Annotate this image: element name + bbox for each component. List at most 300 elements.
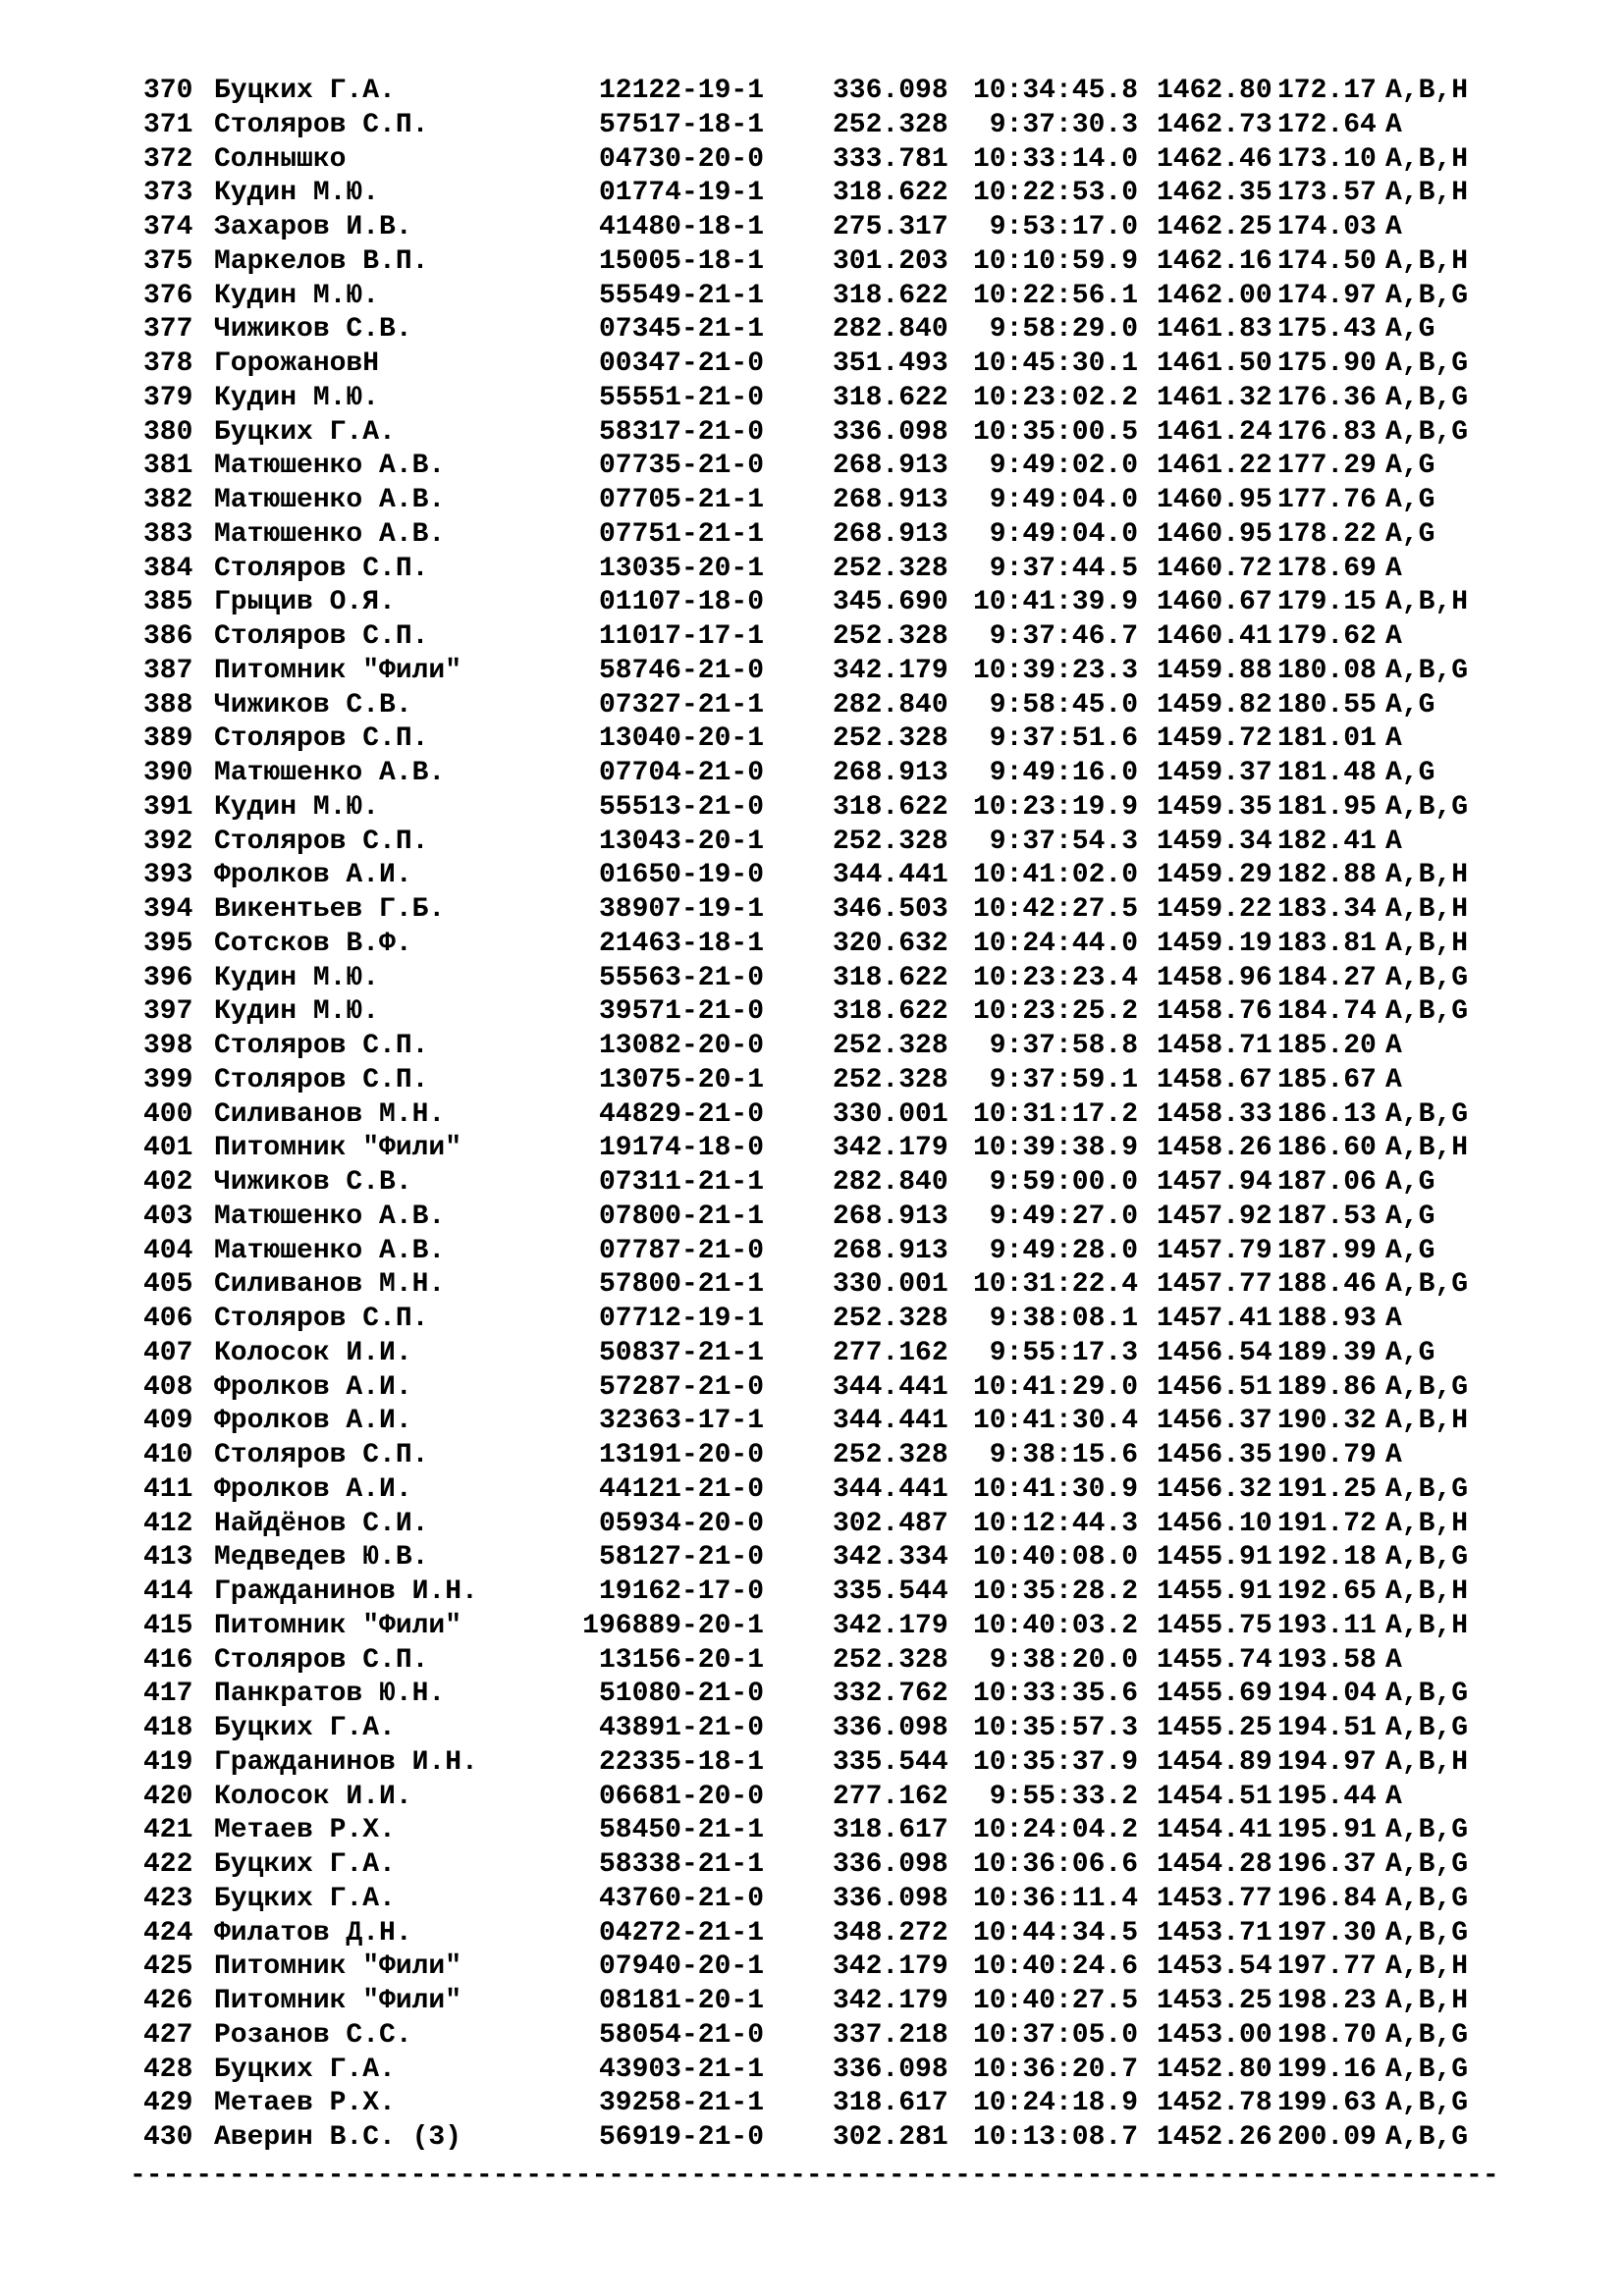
categories: A,B,H [1385,178,1469,209]
categories: A,B,G [1385,655,1469,686]
table-row [143,1712,1538,1746]
categories: A,B,G [1385,1542,1469,1574]
categories: A [1385,1781,1402,1812]
owner-name: Питомник "Фили" [214,1133,462,1164]
distance: 252.328 [833,1440,948,1470]
coefficient: 174.50 [1277,245,1377,277]
ring-number: 38907-19-1 [598,894,764,925]
result-number: 406 [143,1304,193,1334]
owner-name: Захаров И.В. [214,212,412,242]
ring-number: 07735-21-0 [598,451,764,482]
categories: A [1385,826,1402,857]
coefficient: 172.64 [1277,109,1377,140]
coefficient: 187.53 [1277,1201,1377,1232]
arrival-time: 10:45:30.1 [972,348,1138,379]
coefficient: 191.72 [1277,1508,1377,1539]
owner-name: Медведев Ю.В. [214,1542,429,1574]
categories: A [1385,553,1402,584]
arrival-time: 10:34:45.8 [972,76,1138,106]
owner-name: Кудин М.Ю. [214,791,380,823]
arrival-time: 10:37:05.0 [972,2019,1138,2051]
distance: 336.098 [833,416,948,448]
ring-number: 01107-18-0 [598,587,764,618]
result-number: 410 [143,1440,193,1470]
result-number: 384 [143,553,193,584]
distance: 252.328 [833,723,948,755]
categories: A,B,G [1385,2019,1469,2051]
distance: 318.622 [833,791,948,823]
speed: 1459.22 [1157,894,1272,925]
ring-number: 07940-20-1 [598,1951,764,1983]
table-row [143,518,1538,553]
result-number: 413 [143,1542,193,1574]
owner-name: Питомник "Фили" [214,1610,462,1641]
coefficient: 187.06 [1277,1167,1377,1198]
arrival-time: 10:39:23.3 [972,655,1138,686]
distance: 336.098 [833,1849,948,1880]
owner-name: Буцких Г.А. [214,1713,396,1743]
table-row [143,1917,1538,1951]
result-number: 409 [143,1406,193,1437]
table-row [143,1439,1538,1473]
result-number: 373 [143,178,193,209]
table-row [143,722,1538,757]
distance: 330.001 [833,1269,948,1301]
distance: 282.840 [833,689,948,721]
ring-number: 55549-21-1 [598,280,764,311]
arrival-time: 9:37:59.1 [989,1064,1138,1095]
coefficient: 189.39 [1277,1337,1377,1368]
categories: A,B,G [1385,1849,1469,1880]
result-number: 429 [143,2088,193,2119]
distance: 342.179 [833,1986,948,2016]
arrival-time: 10:33:35.6 [972,1679,1138,1710]
coefficient: 172.17 [1277,76,1377,106]
distance: 252.328 [833,1031,948,1061]
speed: 1454.41 [1157,1815,1272,1846]
arrival-time: 10:40:27.5 [972,1986,1138,2016]
arrival-time: 10:36:06.6 [972,1849,1138,1880]
arrival-time: 9:55:17.3 [989,1337,1138,1368]
categories: A,B,G [1385,1269,1469,1301]
coefficient: 200.09 [1277,2122,1377,2153]
owner-name: Филатов Д.Н. [214,1917,412,1949]
distance: 318.622 [833,280,948,311]
owner-name: Столяров С.П. [214,621,429,652]
table-row [143,280,1538,314]
result-number: 403 [143,1201,193,1232]
categories: A [1385,1440,1402,1470]
distance: 268.913 [833,1201,948,1232]
ring-number: 39571-21-0 [598,996,764,1028]
speed: 1456.32 [1157,1473,1272,1505]
speed: 1460.95 [1157,485,1272,515]
ring-number: 07800-21-1 [598,1201,764,1232]
categories: A,B,G [1385,280,1469,311]
speed: 1460.95 [1157,518,1272,550]
categories: A,G [1385,689,1435,721]
result-number: 394 [143,894,193,925]
speed: 1457.77 [1157,1269,1272,1301]
speed: 1462.35 [1157,178,1272,209]
categories: A,B,G [1385,791,1469,823]
result-number: 382 [143,485,193,515]
coefficient: 184.27 [1277,962,1377,993]
coefficient: 177.76 [1277,485,1377,515]
coefficient: 199.16 [1277,2054,1377,2085]
categories: A,B,G [1385,1883,1469,1914]
owner-name: Питомник "Фили" [214,1951,462,1983]
coefficient: 194.51 [1277,1713,1377,1743]
arrival-time: 10:13:08.7 [972,2122,1138,2153]
arrival-time: 9:38:08.1 [989,1304,1138,1334]
distance: 344.441 [833,860,948,891]
table-row [143,1678,1538,1712]
result-number: 404 [143,1235,193,1266]
speed: 1452.80 [1157,2054,1272,2085]
owner-name: Фролков А.И. [214,1371,412,1403]
categories: A,B,H [1385,1133,1469,1164]
ring-number: 43760-21-0 [598,1883,764,1914]
table-row [143,1303,1538,1337]
distance: 318.617 [833,2088,948,2119]
distance: 277.162 [833,1781,948,1812]
table-row [143,791,1538,826]
speed: 1461.83 [1157,314,1272,346]
categories: A,B,H [1385,1746,1469,1778]
categories: A [1385,1304,1402,1334]
ring-number: 07327-21-1 [598,689,764,721]
distance: 252.328 [833,553,948,584]
speed: 1461.50 [1157,348,1272,379]
coefficient: 181.48 [1277,758,1377,788]
table-row [143,1405,1538,1439]
result-number: 385 [143,587,193,618]
categories: A,B,G [1385,1371,1469,1403]
coefficient: 175.90 [1277,348,1377,379]
coefficient: 174.97 [1277,280,1377,311]
speed: 1461.24 [1157,416,1272,448]
ring-number: 07345-21-1 [598,314,764,346]
arrival-time: 10:35:28.2 [972,1576,1138,1607]
coefficient: 185.67 [1277,1064,1377,1095]
coefficient: 186.13 [1277,1098,1377,1130]
owner-name: Столяров С.П. [214,1440,429,1470]
arrival-time: 9:37:54.3 [989,826,1138,857]
categories: A,B,H [1385,1951,1469,1983]
arrival-time: 9:49:28.0 [989,1235,1138,1266]
owner-name: Матюшенко А.В. [214,485,446,515]
speed: 1452.78 [1157,2088,1272,2119]
result-number: 378 [143,348,193,379]
categories: A,B,G [1385,1917,1469,1949]
arrival-time: 10:22:56.1 [972,280,1138,311]
categories: A [1385,1064,1402,1095]
result-number: 422 [143,1849,193,1880]
result-number: 376 [143,280,193,311]
arrival-time: 9:49:04.0 [989,518,1138,550]
result-number: 391 [143,791,193,823]
ring-number: 58338-21-1 [598,1849,764,1880]
ring-number: 13156-20-1 [598,1644,764,1676]
distance: 282.840 [833,1167,948,1198]
result-number: 375 [143,245,193,277]
coefficient: 197.30 [1277,1917,1377,1949]
owner-name: Столяров С.П. [214,1304,429,1334]
speed: 1459.37 [1157,758,1272,788]
coefficient: 182.88 [1277,860,1377,891]
result-number: 411 [143,1473,193,1505]
table-row [143,1030,1538,1064]
table-row [143,1848,1538,1883]
arrival-time: 10:31:17.2 [972,1098,1138,1130]
distance: 275.317 [833,212,948,242]
owner-name: Колосок И.И. [214,1781,412,1812]
speed: 1453.25 [1157,1986,1272,2016]
coefficient: 193.58 [1277,1644,1377,1676]
ring-number: 04272-21-1 [598,1917,764,1949]
table-row [143,1064,1538,1098]
owner-name: Викентьев Г.Б. [214,894,446,925]
arrival-time: 10:10:59.9 [972,245,1138,277]
owner-name: Столяров С.П. [214,1064,429,1095]
table-row [143,1781,1538,1815]
coefficient: 192.18 [1277,1542,1377,1574]
distance: 282.840 [833,314,948,346]
arrival-time: 10:24:18.9 [972,2088,1138,2119]
owner-name: Грыцив О.Я. [214,587,396,618]
distance: 252.328 [833,109,948,140]
speed: 1455.69 [1157,1679,1272,1710]
distance: 336.098 [833,1883,948,1914]
categories: A,B,G [1385,348,1469,379]
distance: 302.281 [833,2122,948,2153]
coefficient: 179.15 [1277,587,1377,618]
speed: 1457.92 [1157,1201,1272,1232]
table-row [143,1541,1538,1575]
speed: 1454.89 [1157,1746,1272,1778]
result-number: 393 [143,860,193,891]
result-number: 372 [143,143,193,175]
arrival-time: 10:35:00.5 [972,416,1138,448]
speed: 1459.29 [1157,860,1272,891]
ring-number: 19174-18-0 [598,1133,764,1164]
speed: 1462.80 [1157,76,1272,106]
coefficient: 188.93 [1277,1304,1377,1334]
owner-name: Метаев Р.Х. [214,2088,396,2119]
distance: 336.098 [833,1713,948,1743]
owner-name: Солнышко [214,143,347,175]
arrival-time: 9:49:02.0 [989,451,1138,482]
speed: 1459.35 [1157,791,1272,823]
categories: A,B,G [1385,996,1469,1028]
result-number: 389 [143,723,193,755]
table-row [143,928,1538,962]
categories: A,B,G [1385,416,1469,448]
distance: 335.544 [833,1746,948,1778]
speed: 1458.76 [1157,996,1272,1028]
owner-name: Гражданинов И.Н. [214,1576,478,1607]
coefficient: 193.11 [1277,1610,1377,1641]
result-number: 416 [143,1644,193,1676]
categories: A [1385,621,1402,652]
arrival-time: 10:41:30.4 [972,1406,1138,1437]
coefficient: 176.36 [1277,382,1377,413]
arrival-time: 9:37:30.3 [989,109,1138,140]
owner-name: Питомник "Фили" [214,1986,462,2016]
ring-number: 07705-21-1 [598,485,764,515]
coefficient: 185.20 [1277,1031,1377,1061]
coefficient: 195.91 [1277,1815,1377,1846]
speed: 1455.25 [1157,1713,1272,1743]
table-row [143,962,1538,996]
categories: A,B,H [1385,928,1469,959]
owner-name: Кудин М.Ю. [214,962,380,993]
owner-name: Силиванов М.Н. [214,1098,446,1130]
table-row [143,211,1538,245]
distance: 252.328 [833,1644,948,1676]
speed: 1458.96 [1157,962,1272,993]
table-row [143,2054,1538,2088]
result-number: 374 [143,212,193,242]
distance: 336.098 [833,2054,948,2085]
coefficient: 199.63 [1277,2088,1377,2119]
result-number: 425 [143,1951,193,1983]
distance: 342.179 [833,1610,948,1641]
result-number: 381 [143,451,193,482]
distance: 348.272 [833,1917,948,1949]
ring-number: 12122-19-1 [598,76,764,106]
table-row [143,1610,1538,1644]
owner-name: Кудин М.Ю. [214,996,380,1028]
speed: 1453.77 [1157,1883,1272,1914]
distance: 351.493 [833,348,948,379]
speed: 1458.26 [1157,1133,1272,1164]
arrival-time: 9:49:16.0 [989,758,1138,788]
ring-number: 44829-21-0 [598,1098,764,1130]
table-row [143,1098,1538,1133]
speed: 1462.46 [1157,143,1272,175]
result-number: 420 [143,1781,193,1812]
table-row [143,1235,1538,1269]
table-row [143,75,1538,109]
owner-name: Метаев Р.Х. [214,1815,396,1846]
owner-name: Кудин М.Ю. [214,382,380,413]
categories: A,G [1385,1337,1435,1368]
result-number: 428 [143,2054,193,2085]
categories: A,G [1385,314,1435,346]
speed: 1457.41 [1157,1304,1272,1334]
categories: A,G [1385,485,1435,515]
categories: A,B,G [1385,2088,1469,2119]
speed: 1459.19 [1157,928,1272,959]
coefficient: 182.41 [1277,826,1377,857]
categories: A,B,H [1385,1508,1469,1539]
result-number: 418 [143,1713,193,1743]
result-number: 370 [143,76,193,106]
speed: 1458.33 [1157,1098,1272,1130]
categories: A,B,G [1385,382,1469,413]
owner-name: Фролков А.И. [214,1406,412,1437]
speed: 1456.10 [1157,1508,1272,1539]
result-number: 408 [143,1371,193,1403]
arrival-time: 10:23:02.2 [972,382,1138,413]
ring-number: 32363-17-1 [598,1406,764,1437]
categories: A,G [1385,518,1435,550]
coefficient: 176.83 [1277,416,1377,448]
arrival-time: 9:37:44.5 [989,553,1138,584]
distance: 302.487 [833,1508,948,1539]
ring-number: 08181-20-1 [598,1986,764,2016]
arrival-time: 10:40:24.6 [972,1951,1138,1983]
distance: 345.690 [833,587,948,618]
coefficient: 175.43 [1277,314,1377,346]
ring-number: 57287-21-0 [598,1371,764,1403]
ring-number: 13040-20-1 [598,723,764,755]
table-row [143,1473,1538,1508]
arrival-time: 9:38:15.6 [989,1440,1138,1470]
owner-name: Питомник "Фили" [214,655,462,686]
distance: 268.913 [833,451,948,482]
result-number: 424 [143,1917,193,1949]
table-row [143,313,1538,347]
owner-name: Гражданинов И.Н. [214,1746,478,1778]
speed: 1456.51 [1157,1371,1272,1403]
arrival-time: 9:53:17.0 [989,212,1138,242]
categories: A,B,H [1385,1576,1469,1607]
owner-name: Чижиков С.В. [214,314,412,346]
coefficient: 196.37 [1277,1849,1377,1880]
speed: 1455.91 [1157,1542,1272,1574]
coefficient: 180.08 [1277,655,1377,686]
result-number: 392 [143,826,193,857]
categories: A,B,H [1385,1406,1469,1437]
distance: 342.179 [833,1951,948,1983]
result-number: 405 [143,1269,193,1301]
table-row [143,1644,1538,1679]
owner-name: Буцких Г.А. [214,1883,396,1914]
ring-number: 58054-21-0 [598,2019,764,2051]
categories: A [1385,723,1402,755]
distance: 318.622 [833,996,948,1028]
categories: A,B,G [1385,1815,1469,1846]
categories: A,B,G [1385,1473,1469,1505]
arrival-time: 10:23:23.4 [972,962,1138,993]
categories: A,G [1385,1201,1435,1232]
speed: 1455.74 [1157,1644,1272,1676]
arrival-time: 10:35:57.3 [972,1713,1138,1743]
arrival-time: 10:36:20.7 [972,2054,1138,2085]
speed: 1460.41 [1157,621,1272,652]
speed: 1458.67 [1157,1064,1272,1095]
coefficient: 195.44 [1277,1781,1377,1812]
distance: 268.913 [833,518,948,550]
owner-name: Буцких Г.А. [214,2054,396,2085]
distance: 332.762 [833,1679,948,1710]
ring-number: 15005-18-1 [598,245,764,277]
ring-number: 58127-21-0 [598,1542,764,1574]
arrival-time: 10:23:19.9 [972,791,1138,823]
ring-number: 57517-18-1 [598,109,764,140]
arrival-time: 10:40:08.0 [972,1542,1138,1574]
categories: A,B,H [1385,1610,1469,1641]
owner-name: Фролков А.И. [214,860,412,891]
table-row [143,826,1538,860]
ring-number: 58746-21-0 [598,655,764,686]
arrival-time: 9:58:45.0 [989,689,1138,721]
result-number: 398 [143,1031,193,1061]
table-row [143,347,1538,382]
